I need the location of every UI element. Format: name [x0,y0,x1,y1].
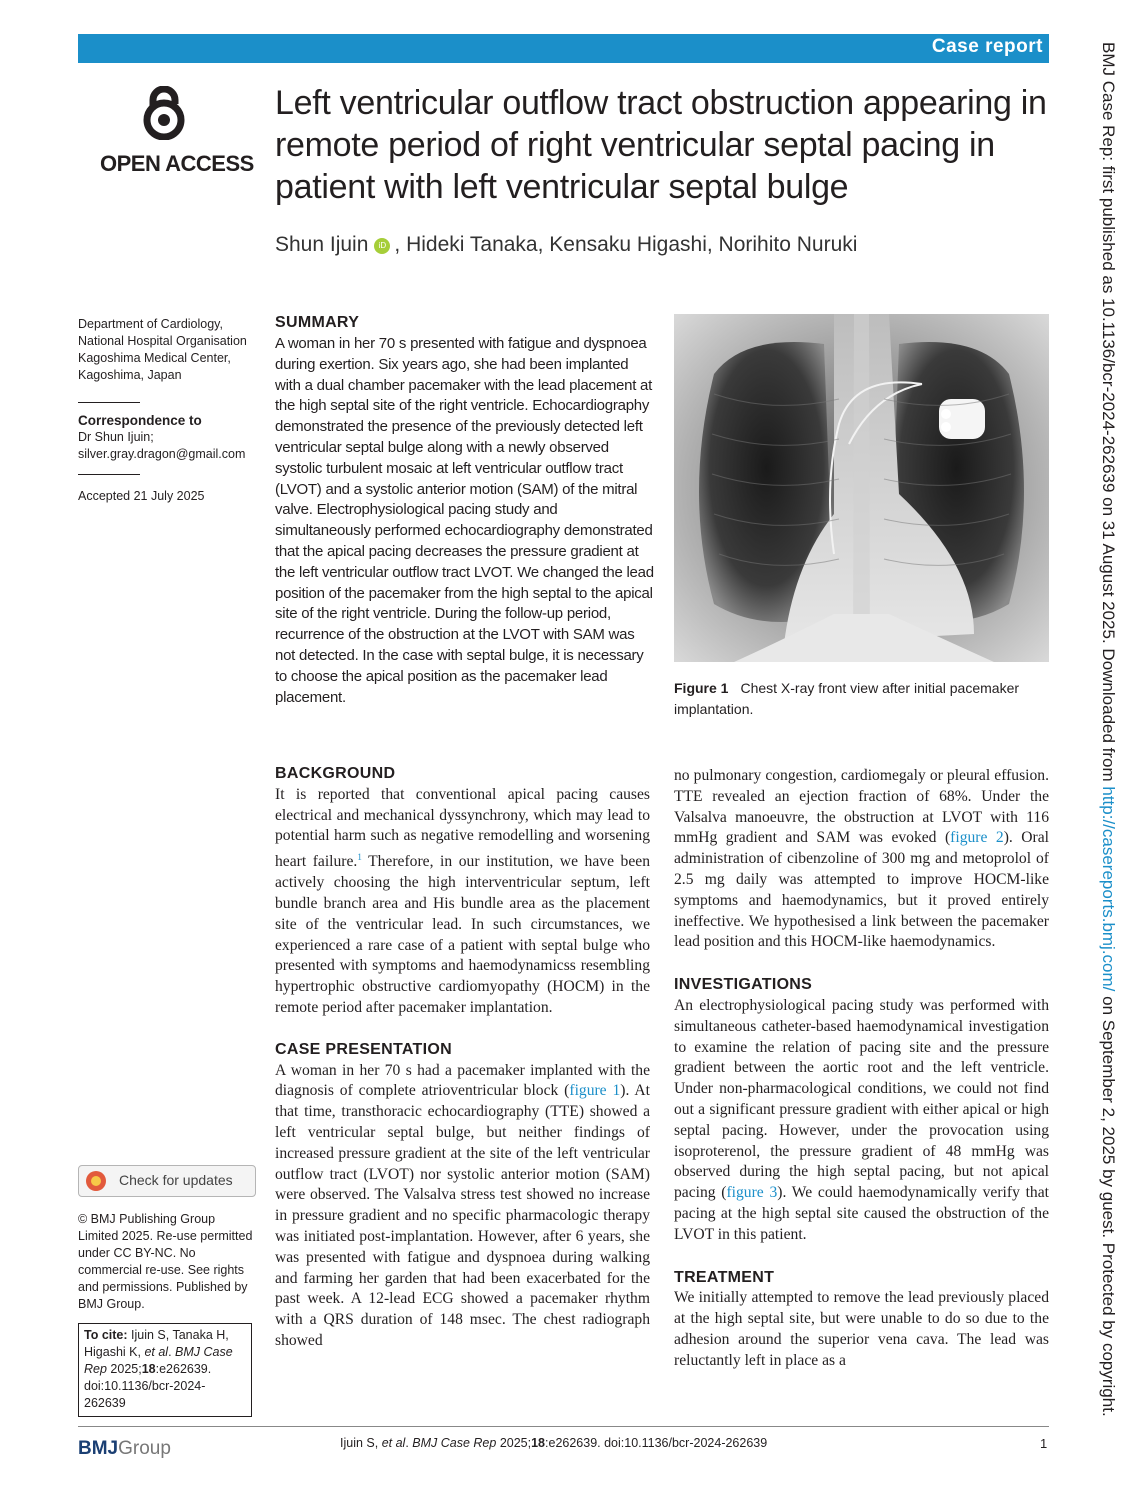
case-text-part: A woman in her 70 s had a pacemaker implanted with the diagnosis of complete atrioventricular block ( [275,1061,650,1100]
author-rest[interactable]: , Hideki Tanaka, Kensaku Higashi, Norihito Nuruki [394,233,858,256]
article-title: Left ventricular outflow tract obstruction appearing in remote period of right ventricular septal pacing in patient with left ventricular septal bulge [275,84,1047,206]
footer-cite-part: BMJ Case Rep [412,1436,497,1450]
casereports-link[interactable]: http://casereports.bmj.com/ [1099,786,1118,992]
page-number: 1 [1040,1436,1048,1451]
investigations-text [674,996,1049,1246]
check-for-updates-label: Check for updates [119,1172,233,1188]
figure-1-xray[interactable] [674,314,1049,662]
citation-box [78,1323,252,1417]
chest-xray-image [674,314,1049,662]
correspondence [78,412,256,463]
summary-section [275,314,655,708]
affiliation-line: Department of Cardiology, [78,317,223,331]
summary-heading: SUMMARY [275,314,360,331]
affiliation-line: National Hospital Organisation [78,334,247,348]
footer-cite-part: et al [381,1436,406,1450]
divider [78,474,140,475]
article-type-label: Case report [931,36,1043,57]
treatment-text: We initially attempted to remove the lead previously placed at the high septal site, but were unable to do so due to the adhesion around the superior vena cava. The lead was reluctantly left in place as a [674,1289,1049,1369]
reference-1-link[interactable]: 1 [357,852,362,863]
background-text-part: It is reported that conventional apical pacing causes electrical and mechanical dyssynchrony, which may lead to potential harm such as negative remodelling and worsening heart failure. [275,785,650,871]
cite-part: BMJ Case Rep [84,1345,233,1376]
background-text [275,785,650,1019]
correspondence-name: Dr Shun Ijuin; [78,430,154,444]
investigations-heading: INVESTIGATIONS [674,976,813,994]
case-text-part: ). Oral administration of cibenzoline of 300 mg and metoprolol of 2.5 mg daily was attempted to improve HOCM-like symptoms and haemodynamics, but it proved entirely ineffective. We hypothesised a link between the pacemaker lead position and this HOCM-like haemodynamics. [674,829,1049,951]
article-type-bar [78,34,1049,63]
affiliation-line: Kagoshima, Japan [78,368,182,382]
group-logo-text: Group [118,1438,171,1459]
footer-cite-part: . [405,1436,413,1450]
background-heading: BACKGROUND [275,765,396,782]
figure-3-link[interactable]: figure 3 [726,1184,778,1202]
footer-cite-part: 18 [531,1436,546,1450]
footer-citation [340,1436,767,1450]
footer-cite-part: :e262639. doi:10.1136/bcr-2024-262639 [545,1436,768,1450]
cite-part: 2025; [106,1362,142,1376]
orcid-icon[interactable]: iD [374,238,390,254]
case-text-part: ). At that time, transthoracic echocardiography (TTE) showed a left ventricular septal bulge, but neither findings of increased pressure gradient at the site of the left ventricular outflow tract (LVOT) nor systolic anterior motion (SAM) were observed. The Valsalva stress test showed no increase in pressure gradient and no specific pharmacologic therapy was initiated post-implantation. However, after 6 years, she was presented with fatigue and dyspnoea during walking and farming her garden that had been exacerbated for the past week. A 12-lead ECG showed a pacemaker rhythm with a QRS duration of 148 msec. The chest radiograph showed [275,1082,650,1349]
vertical-text-part: on September 2, 2025 by guest. Protected by copyright. [1099,991,1118,1417]
cite-part: . [168,1345,176,1359]
cite-part: et al [144,1345,169,1359]
background-text-part: Therefore, in our institution, we have been actively choosing the high interventricular septum, left bundle branch area and His bundle area as the placement site of the ventricular lead. In such circumstances, we experienced a rare case of a patient with septal bulge who presented with symptoms and haemodynamicss resembling hypertrophic obstructive cardiomyopathy (HOCM) in the remote period after pacemaker implantation. [275,853,650,1016]
footer-cite-part: 2025; [496,1436,532,1450]
vertical-download-notice [1098,42,1118,1417]
footer-cite-part: Ijuin S, [340,1436,382,1450]
case-presentation-text [275,1061,650,1352]
right-column [674,766,1049,1372]
affiliation [78,316,256,384]
figure-caption-text: Chest X-ray front view after initial pacemaker implantation. [674,680,1020,717]
correspondence-heading: Correspondence to [78,413,202,428]
investigations-text-part: An electrophysiological pacing study was performed with simultaneous catheter-based haemodynamical investigation to examine the relation of pacing site and the pressure gradient between the aortic root and the left ventricle. Under non-pharmacological conditions, we could not find out a significant pressure gradient with either apical or high septal pacing. However, under the provocation using isoproterenol, the pressure gradient of 48 mmHg was observed during the high septal pacing, but not apical pacing ( [674,996,1049,1202]
open-access-icon [137,86,191,140]
accepted-date: Accepted 21 July 2025 [78,489,205,503]
treatment-heading: TREATMENT [674,1268,775,1286]
author-first[interactable]: Shun Ijuin [275,233,369,256]
figure-1-caption [674,678,1054,720]
open-access-label: OPEN ACCESS [100,151,254,176]
check-for-updates-button[interactable] [78,1165,256,1197]
cite-label: To cite: [84,1328,128,1342]
author-list [275,233,857,257]
affiliation-line: Kagoshima Medical Center, [78,351,231,365]
copyright-notice: © BMJ Publishing Group Limited 2025. Re-use permitted under CC BY-NC. No commercial re-use. See rights and permissions. Published by BMJ Group. [78,1212,253,1311]
summary-text: A woman in her 70 s presented with fatigue and dyspnoea during exertion. Six years ago, she had been implanted with a dual chamber pacemaker with the lead placement at the high septal site of the right ventricle. Echocardiography demonstrated the presence of the previously detected left ventricular septal bulge along with a newly observed systolic turbulent mosaic at left ventricular outflow tract (LVOT) and a systolic anterior motion (SAM) of the mitral valve. Electrophysiological pacing study and simultaneously performed echocardiography demonstrated that the apical pacing decreases the pressure gradient at the left ventricular outflow tract LVOT. We changed the lead position of the pacemaker from the high septal to the apical site of the right ventricle. During the follow-up period, recurrence of the obstruction at the LVOT with SAM was not detected. In the case with septal bulge, it is necessary to choose the apical position as the pacemaker lead placement. [275,335,654,706]
cite-part: 18 [141,1362,156,1376]
case-text-part: no pulmonary congestion, cardiomegaly or pleural effusion. TTE revealed an ejection fraction of 68%. Under the Valsalva manoeuvre, the obstruction at LVOT with 116 mmHg gradient and SAM was evoked ( [674,767,1049,847]
correspondence-email[interactable]: silver.gray.dragon@gmail.com [78,447,246,461]
vertical-text-part: BMJ Case Rep: first published as 10.1136/bcr-2024-262639 on 31 August 2025. Downloaded from [1099,42,1118,787]
crossmark-icon [86,1171,106,1191]
bmj-group-logo [78,1438,171,1460]
cite-part: :e262639. doi:10.1136/bcr-2024-262639 [84,1362,212,1410]
figure-label: Figure 1 [674,680,729,696]
figure-2-link[interactable]: figure 2 [950,829,1004,847]
cite-part: Ijuin S, Tanaka H, Higashi K, [84,1328,229,1359]
bmj-logo-text: BMJ [78,1438,119,1459]
divider [78,402,140,403]
figure-1-link[interactable]: figure 1 [569,1082,621,1100]
footer-divider [78,1426,1049,1427]
investigations-text-part: ). We could haemodynamically verify that pacing at the high septal site caused the obstruction of the LVOT in this patient. [674,1184,1049,1243]
case-presentation-continued [674,766,1049,953]
left-column [275,764,650,1352]
case-presentation-heading: CASE PRESENTATION [275,1040,452,1058]
